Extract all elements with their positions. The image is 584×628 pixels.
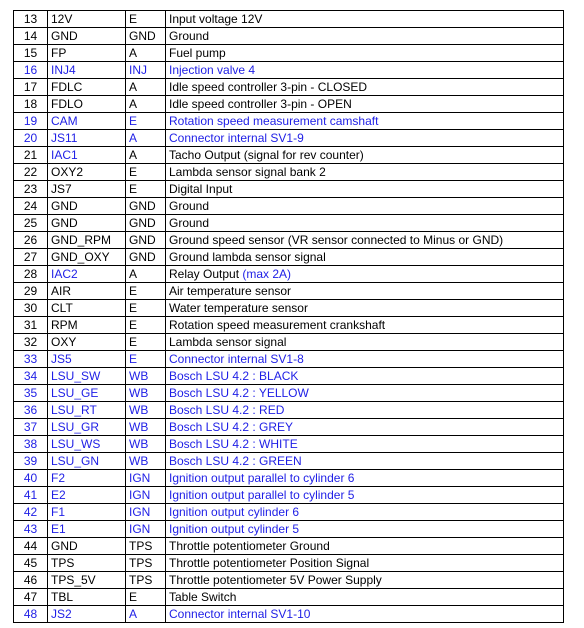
signal-type-cell: E — [126, 317, 166, 334]
table-row — [14, 266, 564, 283]
pin-number-cell: 36 — [14, 402, 48, 419]
pin-number-cell: 13 — [14, 11, 48, 28]
signal-name-cell: GND — [48, 215, 126, 232]
signal-type-cell: WB — [126, 368, 166, 385]
description-cell: Throttle potentiometer 5V Power Supply — [166, 572, 564, 589]
table-row — [14, 96, 564, 113]
signal-name-cell: CLT — [48, 300, 126, 317]
pin-number-cell: 29 — [14, 283, 48, 300]
pin-number-cell: 15 — [14, 45, 48, 62]
signal-name-cell: LSU_GN — [48, 453, 126, 470]
signal-type-cell: INJ — [126, 62, 166, 79]
signal-type-cell: E — [126, 351, 166, 368]
pin-number-cell: 18 — [14, 96, 48, 113]
table-row — [14, 521, 564, 538]
signal-name-cell: CAM — [48, 113, 126, 130]
table-row — [14, 45, 564, 62]
signal-type-cell: E — [126, 113, 166, 130]
signal-type-cell: WB — [126, 402, 166, 419]
pin-number-cell: 21 — [14, 147, 48, 164]
pin-number-cell: 48 — [14, 606, 48, 623]
description-cell: Bosch LSU 4.2 : GREY — [166, 419, 564, 436]
signal-name-cell: GND — [48, 28, 126, 45]
table-row — [14, 147, 564, 164]
table-row — [14, 232, 564, 249]
table-row — [14, 198, 564, 215]
signal-type-cell: A — [126, 147, 166, 164]
table-row — [14, 453, 564, 470]
signal-type-cell: TPS — [126, 538, 166, 555]
signal-type-cell: E — [126, 11, 166, 28]
description-cell: Fuel pump — [166, 45, 564, 62]
signal-type-cell: A — [126, 96, 166, 113]
signal-name-cell: IAC1 — [48, 147, 126, 164]
description-cell: Bosch LSU 4.2 : WHITE — [166, 436, 564, 453]
table-row — [14, 215, 564, 232]
description-cell: Throttle potentiometer Position Signal — [166, 555, 564, 572]
pin-number-cell: 43 — [14, 521, 48, 538]
signal-name-cell: AIR — [48, 283, 126, 300]
signal-name-cell: LSU_WS — [48, 436, 126, 453]
pin-number-cell: 26 — [14, 232, 48, 249]
signal-name-cell: TPS — [48, 555, 126, 572]
pin-number-cell: 32 — [14, 334, 48, 351]
signal-name-cell: OXY2 — [48, 164, 126, 181]
signal-name-cell: FDLO — [48, 96, 126, 113]
description-cell: Input voltage 12V — [166, 11, 564, 28]
table-row — [14, 436, 564, 453]
description-cell: Bosch LSU 4.2 : GREEN — [166, 453, 564, 470]
signal-type-cell: E — [126, 181, 166, 198]
signal-name-cell: FP — [48, 45, 126, 62]
pin-number-cell: 14 — [14, 28, 48, 45]
signal-name-cell: E2 — [48, 487, 126, 504]
table-row — [14, 487, 564, 504]
pin-assignment-table — [13, 10, 564, 623]
signal-type-cell: GND — [126, 198, 166, 215]
table-row — [14, 317, 564, 334]
table-row — [14, 606, 564, 623]
signal-name-cell: F1 — [48, 504, 126, 521]
description-cell: Bosch LSU 4.2 : BLACK — [166, 368, 564, 385]
description-cell: Injection valve 4 — [166, 62, 564, 79]
description-cell: Tacho Output (signal for rev counter) — [166, 147, 564, 164]
description-cell: Lambda sensor signal — [166, 334, 564, 351]
signal-type-cell: E — [126, 164, 166, 181]
description-note: (max 2A) — [239, 267, 292, 281]
description-cell: Water temperature sensor — [166, 300, 564, 317]
pin-number-cell: 22 — [14, 164, 48, 181]
signal-name-cell: LSU_GR — [48, 419, 126, 436]
signal-type-cell: WB — [126, 385, 166, 402]
signal-name-cell: OXY — [48, 334, 126, 351]
signal-name-cell: LSU_SW — [48, 368, 126, 385]
pin-number-cell: 34 — [14, 368, 48, 385]
description-cell: Ground — [166, 198, 564, 215]
signal-type-cell: IGN — [126, 521, 166, 538]
signal-name-cell: IAC2 — [48, 266, 126, 283]
description-cell: Ignition output cylinder 5 — [166, 521, 564, 538]
signal-name-cell: RPM — [48, 317, 126, 334]
signal-type-cell: A — [126, 130, 166, 147]
table-row — [14, 164, 564, 181]
signal-name-cell: E1 — [48, 521, 126, 538]
pin-number-cell: 35 — [14, 385, 48, 402]
description-text: Relay Output — [169, 267, 240, 281]
signal-name-cell: GND_OXY — [48, 249, 126, 266]
signal-type-cell: A — [126, 606, 166, 623]
signal-type-cell: E — [126, 300, 166, 317]
signal-name-cell: JS7 — [48, 181, 126, 198]
table-row — [14, 572, 564, 589]
signal-name-cell: JS11 — [48, 130, 126, 147]
signal-name-cell: FDLC — [48, 79, 126, 96]
signal-name-cell: GND_RPM — [48, 232, 126, 249]
table-row — [14, 283, 564, 300]
description-cell — [166, 266, 564, 283]
signal-type-cell: IGN — [126, 504, 166, 521]
signal-name-cell: INJ4 — [48, 62, 126, 79]
signal-type-cell: WB — [126, 436, 166, 453]
signal-type-cell: GND — [126, 28, 166, 45]
table-row — [14, 368, 564, 385]
table-row — [14, 28, 564, 45]
description-cell: Lambda sensor signal bank 2 — [166, 164, 564, 181]
signal-name-cell: JS2 — [48, 606, 126, 623]
pin-number-cell: 27 — [14, 249, 48, 266]
description-cell: Connector internal SV1-10 — [166, 606, 564, 623]
description-cell: Rotation speed measurement crankshaft — [166, 317, 564, 334]
signal-type-cell: TPS — [126, 572, 166, 589]
signal-name-cell: F2 — [48, 470, 126, 487]
description-cell: Throttle potentiometer Ground — [166, 538, 564, 555]
table-row — [14, 79, 564, 96]
pin-number-cell: 46 — [14, 572, 48, 589]
pin-number-cell: 17 — [14, 79, 48, 96]
pin-number-cell: 41 — [14, 487, 48, 504]
table-row — [14, 402, 564, 419]
description-cell: Digital Input — [166, 181, 564, 198]
table-row — [14, 419, 564, 436]
signal-type-cell: TPS — [126, 555, 166, 572]
pin-number-cell: 24 — [14, 198, 48, 215]
signal-name-cell: GND — [48, 538, 126, 555]
description-cell: Ground — [166, 28, 564, 45]
pin-number-cell: 31 — [14, 317, 48, 334]
table-row — [14, 249, 564, 266]
description-cell: Ignition output parallel to cylinder 5 — [166, 487, 564, 504]
table-row — [14, 334, 564, 351]
pin-number-cell: 47 — [14, 589, 48, 606]
description-cell: Connector internal SV1-9 — [166, 130, 564, 147]
table-row — [14, 385, 564, 402]
signal-type-cell: A — [126, 45, 166, 62]
description-cell: Idle speed controller 3-pin - OPEN — [166, 96, 564, 113]
pin-number-cell: 39 — [14, 453, 48, 470]
pin-number-cell: 40 — [14, 470, 48, 487]
signal-type-cell: A — [126, 266, 166, 283]
signal-type-cell: IGN — [126, 487, 166, 504]
pin-number-cell: 20 — [14, 130, 48, 147]
description-cell: Table Switch — [166, 589, 564, 606]
table-row — [14, 130, 564, 147]
table-row — [14, 300, 564, 317]
signal-name-cell: LSU_GE — [48, 385, 126, 402]
pin-number-cell: 42 — [14, 504, 48, 521]
signal-name-cell: TPS_5V — [48, 572, 126, 589]
description-cell: Ground lambda sensor signal — [166, 249, 564, 266]
pin-table-body — [14, 11, 564, 623]
signal-type-cell: WB — [126, 419, 166, 436]
signal-name-cell: LSU_RT — [48, 402, 126, 419]
description-cell: Ignition output cylinder 6 — [166, 504, 564, 521]
signal-type-cell: GND — [126, 232, 166, 249]
pin-number-cell: 16 — [14, 62, 48, 79]
table-row — [14, 589, 564, 606]
description-cell: Ground speed sensor (VR sensor connected to Minus or GND) — [166, 232, 564, 249]
table-row — [14, 62, 564, 79]
pin-number-cell: 44 — [14, 538, 48, 555]
description-cell: Connector internal SV1-8 — [166, 351, 564, 368]
description-cell: Bosch LSU 4.2 : RED — [166, 402, 564, 419]
signal-type-cell: GND — [126, 215, 166, 232]
pin-number-cell: 30 — [14, 300, 48, 317]
description-cell: Idle speed controller 3-pin - CLOSED — [166, 79, 564, 96]
signal-name-cell: TBL — [48, 589, 126, 606]
signal-name-cell: GND — [48, 198, 126, 215]
signal-type-cell: E — [126, 283, 166, 300]
signal-type-cell: IGN — [126, 470, 166, 487]
table-row — [14, 113, 564, 130]
table-row — [14, 504, 564, 521]
pin-number-cell: 25 — [14, 215, 48, 232]
signal-type-cell: E — [126, 589, 166, 606]
pin-number-cell: 45 — [14, 555, 48, 572]
table-row — [14, 181, 564, 198]
description-cell: Rotation speed measurement camshaft — [166, 113, 564, 130]
signal-type-cell: GND — [126, 249, 166, 266]
description-cell: Air temperature sensor — [166, 283, 564, 300]
pin-number-cell: 28 — [14, 266, 48, 283]
signal-name-cell: 12V — [48, 11, 126, 28]
pin-number-cell: 38 — [14, 436, 48, 453]
signal-type-cell: WB — [126, 453, 166, 470]
table-row — [14, 470, 564, 487]
pin-number-cell: 37 — [14, 419, 48, 436]
signal-type-cell: E — [126, 334, 166, 351]
description-cell: Ignition output parallel to cylinder 6 — [166, 470, 564, 487]
pin-number-cell: 33 — [14, 351, 48, 368]
signal-name-cell: JS5 — [48, 351, 126, 368]
table-row — [14, 11, 564, 28]
table-row — [14, 351, 564, 368]
table-row — [14, 555, 564, 572]
description-cell: Bosch LSU 4.2 : YELLOW — [166, 385, 564, 402]
pin-number-cell: 19 — [14, 113, 48, 130]
description-cell: Ground — [166, 215, 564, 232]
table-row — [14, 538, 564, 555]
signal-type-cell: A — [126, 79, 166, 96]
pin-number-cell: 23 — [14, 181, 48, 198]
